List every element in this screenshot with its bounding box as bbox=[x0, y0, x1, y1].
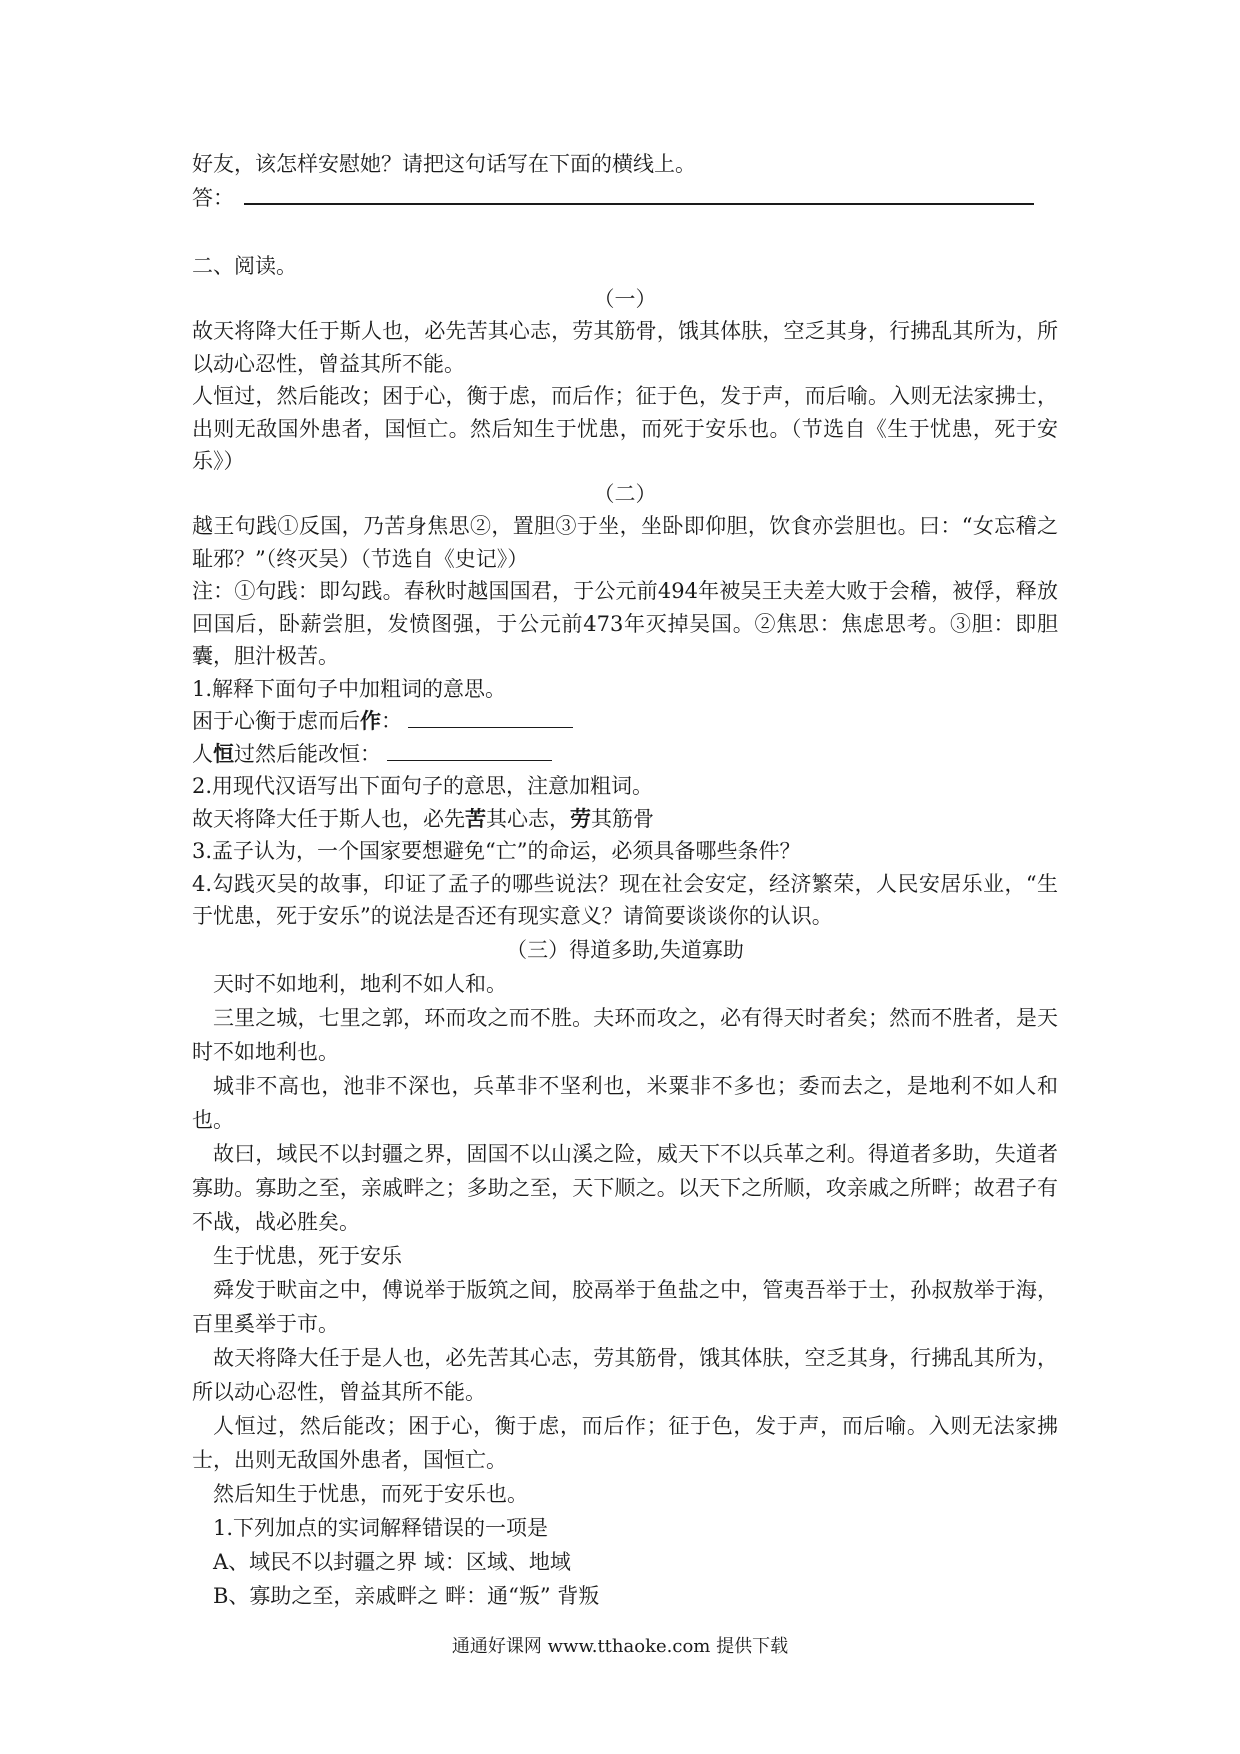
part3-p1: 天时不如地利，地利不如人和。 bbox=[213, 971, 507, 996]
q2-text-post: 其筋骨 bbox=[591, 806, 654, 831]
answer-label: 答： bbox=[192, 185, 234, 210]
q2-bold-word-2: 劳 bbox=[570, 805, 591, 831]
part1-para2: 人恒过，然后能改；困于心，衡于虑，而后作；征于色，发于声，而后喻。入则无法家拂士，出则无敌国外患者，国恒亡。然后知生于忧患，而死于安乐也。（节选自《生于忧患，死于安乐》） bbox=[192, 384, 1058, 473]
part3-p6: 舜发于畎亩之中，傅说举于版筑之间，胶鬲举于鱼盐之中，管夷吾举于士，孙叔敖举于海，百里奚举于市。 bbox=[192, 1277, 1058, 1336]
part3-option-a: A、域民不以封疆之界 域：区域、地域 bbox=[213, 1549, 571, 1574]
q2-text-mid: 其心志， bbox=[486, 806, 570, 831]
q1a-text: 困于心衡于虑而后 bbox=[192, 709, 360, 733]
intro-line: 好友，该怎样安慰她？请把这句话写在下面的横线上。 bbox=[192, 152, 696, 176]
question-2-sentence bbox=[192, 803, 1058, 836]
part3-p7: 故天将降大任于是人也，必先苦其心志，劳其筋骨，饿其体肤，空乏其身，行拂乱其所为，所以动心忍性，曾益其所不能。 bbox=[192, 1345, 1058, 1404]
part2-note: 注：①句践：即勾践。春秋时越国国君，于公元前494年被吴王夫差大败于会稽，被俘，释放回国后，卧薪尝胆，发愤图强，于公元前473年灭掉吴国。②焦思：焦虑思考。③胆：即胆囊，胆汁极苦。 bbox=[192, 579, 1058, 668]
part1-label: （一） bbox=[593, 286, 657, 311]
part3-p9: 然后知生于忧患，而死于安乐也。 bbox=[213, 1481, 528, 1506]
part3-question-1: 1.下列加点的实词解释错误的一项是 bbox=[213, 1515, 549, 1540]
question-3: 3.孟子认为，一个国家要想避免“亡”的命运，必须具备哪些条件？ bbox=[192, 839, 801, 863]
q1a-bold-word: 作 bbox=[360, 708, 381, 733]
spacer bbox=[192, 214, 1058, 250]
part3-p4: 故曰，域民不以封疆之界，固国不以山溪之险，威天下不以兵革之利。得道者多助，失道者寡助。寡助之至，亲戚畔之；多助之至，天下顺之。以天下之所顺，攻亲戚之所畔；故君子有不战，战必胜矣。 bbox=[192, 1141, 1058, 1234]
question-1: 1.解释下面句子中加粗词的意思。 bbox=[192, 676, 507, 701]
page-footer: 通通好课网 www.tthaoke.com 提供下载 bbox=[451, 1636, 789, 1657]
q1b-text: 人 bbox=[192, 741, 213, 766]
q2-text-pre: 故天将降大任于斯人也，必先 bbox=[192, 806, 465, 831]
part1-para1: 故天将降大任于斯人也，必先苦其心志，劳其筋骨，饿其体肤，空乏其身，行拂乱其所为，所以动心忍性，曾益其所不能。 bbox=[192, 319, 1058, 376]
part3-p5: 生于忧患，死于安乐 bbox=[213, 1243, 402, 1268]
section-heading: 二、阅读。 bbox=[192, 254, 297, 278]
part3-p3: 城非不高也，池非不深也，兵革非不坚利也，米粟非不多也；委而去之，是地利不如人和也。 bbox=[192, 1073, 1058, 1132]
document-body bbox=[192, 148, 1058, 1613]
part3-option-b: B、寡助之至，亲戚畔之 畔：通“叛” 背叛 bbox=[213, 1583, 600, 1608]
question-1a bbox=[192, 705, 1058, 738]
part3-p2: 三里之城，七里之郭，环而攻之而不胜。夫环而攻之，必有得天时者矣；然而不胜者，是天时不如地利也。 bbox=[192, 1005, 1058, 1064]
q1b-text-post: 过然后能改恒： bbox=[234, 741, 381, 766]
answer-blank-line[interactable] bbox=[244, 181, 1034, 205]
question-1b bbox=[192, 738, 1058, 771]
part3-p8: 人恒过，然后能改；困于心，衡于虑，而后作；征于色，发于声，而后喻。入则无法家拂士，出则无敌国外患者，国恒亡。 bbox=[192, 1413, 1058, 1472]
answer-row bbox=[192, 181, 1058, 215]
q2-bold-word-1: 苦 bbox=[465, 805, 486, 831]
question-4: 4.勾践灭吴的故事，印证了孟子的哪些说法？现在社会安定，经济繁荣，人民安居乐业，“生于忧患，死于安乐”的说法是否还有现实意义？请简要谈谈你的认识。 bbox=[192, 871, 1058, 928]
q1b-bold-word: 恒 bbox=[213, 740, 234, 766]
part2-label: （二） bbox=[593, 481, 657, 506]
part3-label: （三）得道多助,失道寡助 bbox=[506, 937, 744, 962]
q1b-blank-line[interactable] bbox=[387, 738, 552, 761]
part3 bbox=[192, 933, 1058, 1613]
part2-para1: 越王句践①反国，乃苦身焦思②，置胆③于坐，坐卧即仰胆，饮食亦尝胆也。曰：“女忘稽之耻邪？”（终灭吴）（节选自《史记》） bbox=[192, 514, 1058, 571]
q1a-colon: ： bbox=[381, 709, 402, 733]
q1a-blank-line[interactable] bbox=[408, 705, 573, 728]
question-2: 2.用现代汉语写出下面句子的意思，注意加粗词。 bbox=[192, 774, 654, 798]
